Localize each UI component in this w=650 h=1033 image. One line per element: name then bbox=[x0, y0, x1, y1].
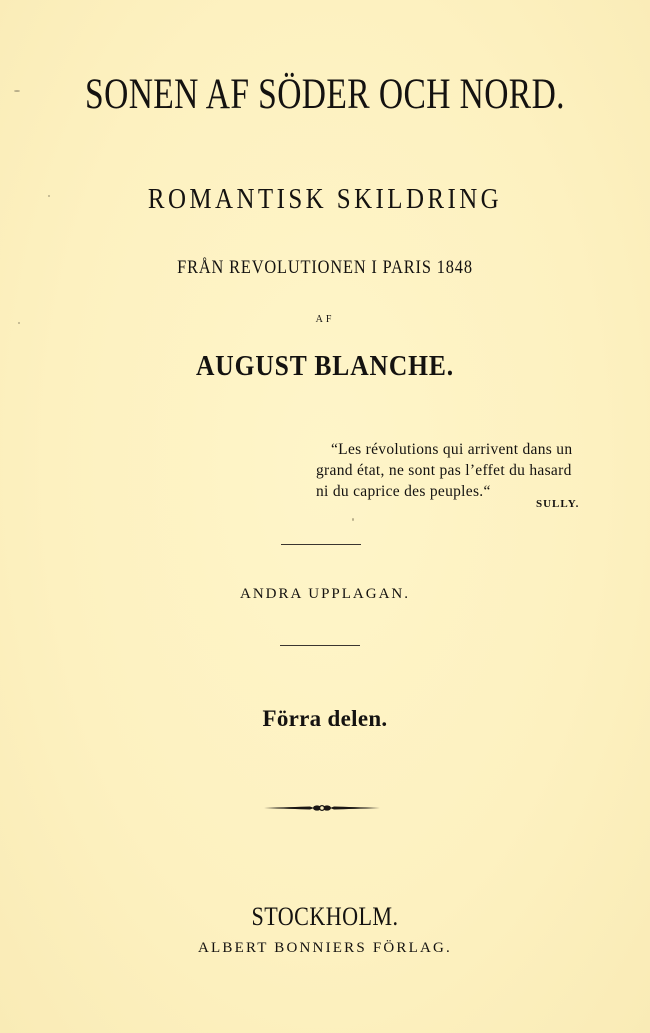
divider-rule bbox=[281, 544, 361, 545]
author-name: AUGUST BLANCHE. bbox=[195, 350, 455, 382]
book-subtitle: ROMANTISK SKILDRING bbox=[147, 183, 503, 215]
volume-part: Förra delen. bbox=[262, 706, 388, 731]
paper-speck bbox=[352, 518, 354, 521]
epigraph-line: ni du caprice des peuples.“ bbox=[316, 483, 491, 500]
epigraph bbox=[316, 439, 634, 502]
by-line: AF bbox=[315, 314, 335, 325]
epigraph-line: “Les révolutions qui arrivent dans un bbox=[331, 441, 573, 458]
epigraph-attribution: SULLY. bbox=[536, 498, 580, 510]
book-title: SONEN AF SÖDER OCH NORD. bbox=[85, 71, 565, 118]
epigraph-line: grand état, ne sont pas l’effet du hasard bbox=[316, 462, 572, 479]
ornament-divider bbox=[262, 800, 382, 816]
divider-rule bbox=[280, 645, 360, 646]
imprint-publisher: ALBERT BONNIERS FÖRLAG. bbox=[197, 940, 453, 956]
imprint-city: STOCKHOLM. bbox=[251, 902, 399, 931]
edition-label: ANDRA UPPLAGAN. bbox=[239, 586, 411, 602]
book-subline: FRÅN REVOLUTIONEN I PARIS 1848 bbox=[177, 257, 473, 278]
paper-speck bbox=[14, 90, 20, 92]
